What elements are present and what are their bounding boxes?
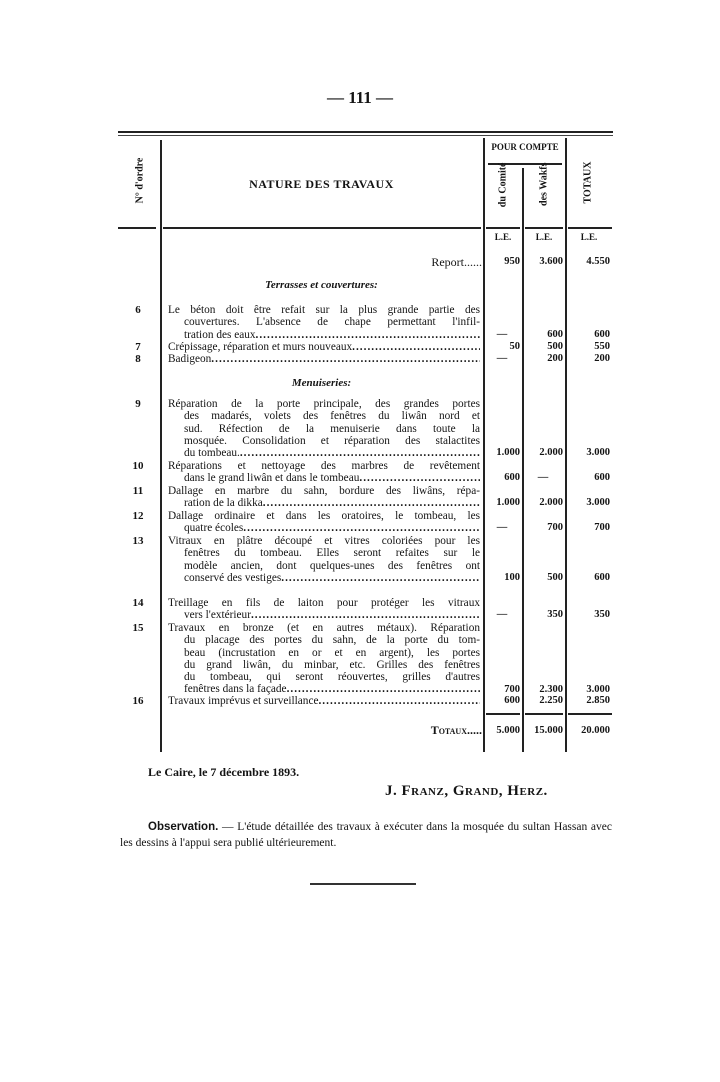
description-line xyxy=(168,647,480,659)
description-line xyxy=(168,535,480,547)
value-comite: 600 xyxy=(504,695,520,706)
header-rule xyxy=(118,227,156,229)
totals-rule xyxy=(525,713,563,715)
totals-rule xyxy=(486,713,520,715)
table-top-rule-thin xyxy=(118,135,613,136)
description-line xyxy=(168,609,480,621)
description-line xyxy=(168,398,480,410)
table-row xyxy=(118,485,613,510)
report-value: 950 xyxy=(504,256,520,267)
work-description xyxy=(168,485,480,510)
table-row xyxy=(118,353,613,365)
table-row xyxy=(118,304,613,341)
table-row xyxy=(118,341,613,353)
description-line xyxy=(168,497,480,509)
description-text: couvertures. L'absence de chape permettant l'infil- xyxy=(184,316,480,329)
signature: J. Franz, Grand, Herz. xyxy=(385,783,548,799)
order-number: 15 xyxy=(132,622,144,634)
work-description xyxy=(168,398,480,459)
value-comite: 1.000 xyxy=(496,447,520,459)
value-wakfs: 700 xyxy=(547,522,563,534)
dot-leader xyxy=(318,695,480,707)
description-text: du placage des portes du sahn, de la porte du tom- xyxy=(184,634,480,647)
table-row xyxy=(118,597,613,622)
description-text: vers l'extérieur xyxy=(184,609,251,622)
place-date: Le Caire, le 7 décembre 1893. xyxy=(148,765,300,779)
dot-leader xyxy=(243,522,480,534)
order-number: 12 xyxy=(132,510,144,522)
description-line xyxy=(168,510,480,522)
totals-rule xyxy=(568,713,612,715)
value-total: 200 xyxy=(594,353,610,364)
order-number: 13 xyxy=(132,535,144,547)
description-text: Badigeon xyxy=(168,353,212,365)
description-line xyxy=(168,316,480,328)
section-title: Menuiseries: xyxy=(291,377,352,389)
value-wakfs: 600 xyxy=(547,328,563,340)
dot-leader xyxy=(240,447,480,459)
table-row xyxy=(118,535,613,584)
order-number: 8 xyxy=(135,353,141,365)
value-total: 550 xyxy=(594,341,610,352)
description-text: Crépissage, réparation et murs nouveaux xyxy=(168,341,353,353)
dot-leader xyxy=(211,353,480,365)
description-line xyxy=(168,522,480,534)
value-comite: 700 xyxy=(504,683,520,695)
total-value: 20.000 xyxy=(581,725,610,736)
description-text: Vitraux en plâtre découpé et vitres coloriées pour les xyxy=(168,535,480,547)
work-description xyxy=(168,341,480,353)
work-description xyxy=(168,510,480,535)
observation-text: — L'étude détaillée des travaux à exécuter dans la mosquée du sultan Hassan avec les dessins à l'appui sera publié ultérieurement. xyxy=(120,821,612,849)
value-comite: 1.000 xyxy=(496,497,520,509)
description-text: ration de la dikka xyxy=(184,497,263,510)
value-comite: 600 xyxy=(504,472,520,484)
work-description xyxy=(168,535,480,584)
order-number: 11 xyxy=(132,485,144,497)
description-line xyxy=(168,353,480,365)
order-number: 14 xyxy=(132,597,144,609)
description-text: quatre écoles xyxy=(184,522,244,535)
observation xyxy=(120,819,612,851)
value-total: 2.850 xyxy=(586,695,610,706)
description-line xyxy=(168,447,480,459)
description-text: sud. Réfection de la menuiserie dans toute la xyxy=(184,422,480,435)
value-comite: — xyxy=(496,609,508,621)
value-total: 600 xyxy=(594,472,610,484)
table-row xyxy=(118,622,613,696)
work-description xyxy=(168,695,480,707)
table-row xyxy=(118,398,613,460)
value-total: 3.000 xyxy=(586,497,610,509)
unit-label: L.E. xyxy=(580,232,598,242)
description-line xyxy=(168,329,480,341)
value-wakfs: 350 xyxy=(547,609,563,621)
description-line xyxy=(168,683,480,695)
value-total: 600 xyxy=(594,328,610,340)
header-comite: du Comité xyxy=(497,162,509,208)
report-value: 3.600 xyxy=(539,256,563,267)
header-order-no: N° d'ordre xyxy=(134,157,146,204)
value-comite: 50 xyxy=(509,341,520,352)
order-number: 10 xyxy=(132,460,144,472)
description-text: fenêtres du tombeau. Elles seront refaites sur le xyxy=(184,547,480,560)
table-row xyxy=(118,695,613,707)
description-line xyxy=(168,410,480,422)
unit-label: L.E. xyxy=(494,232,512,242)
value-wakfs: 2.000 xyxy=(539,497,563,509)
description-text: Le béton doit être refait sur la plus grande partie des xyxy=(168,304,480,316)
description-text: Travaux imprévus et surveillance xyxy=(168,695,319,707)
description-line xyxy=(168,472,480,484)
end-rule xyxy=(310,883,416,885)
description-text: beau (incrustation en or et en argent), les portes xyxy=(184,646,480,659)
value-total: 3.000 xyxy=(586,683,610,695)
description-text: fenêtres dans la façade xyxy=(184,683,287,696)
value-comite: — xyxy=(496,522,508,534)
description-line xyxy=(168,671,480,683)
value-comite: 100 xyxy=(504,571,520,583)
work-description xyxy=(168,353,480,365)
order-number: 7 xyxy=(135,341,141,353)
section-title: Terrasses et couvertures: xyxy=(265,279,378,291)
totals-label: Totaux..... xyxy=(430,723,482,737)
total-value: 15.000 xyxy=(534,725,563,736)
header-wakfs: des Wakfs xyxy=(538,162,550,206)
value-comite: — xyxy=(496,353,508,364)
dot-leader xyxy=(352,341,480,353)
description-text: modèle ancien, dont quelques-unes des fenêtres ont xyxy=(184,559,480,572)
header-rule xyxy=(163,227,481,229)
header-nature: NATURE DES TRAVAUX xyxy=(249,177,394,191)
table-row xyxy=(118,510,613,535)
description-text: Travaux en bronze (et en autres métaux). Réparation xyxy=(168,622,480,634)
value-wakfs: 500 xyxy=(547,571,563,583)
observation-label: Observation. xyxy=(148,821,219,833)
description-line xyxy=(168,560,480,572)
dot-leader xyxy=(287,683,480,695)
value-wakfs: 2.000 xyxy=(539,447,563,459)
work-description xyxy=(168,304,480,341)
dot-leader xyxy=(263,497,480,509)
description-text: du tombeau, qui seront réouvertes, grilles d'autres xyxy=(184,671,480,684)
work-description xyxy=(168,460,480,485)
description-line xyxy=(168,304,480,316)
order-number: 9 xyxy=(135,398,141,410)
description-text: Dallage en marbre du sahn, bordure des liwâns, répa- xyxy=(168,485,480,497)
dot-leader xyxy=(251,609,480,621)
description-text: tration des eaux xyxy=(184,328,256,341)
work-description xyxy=(168,622,480,696)
report-value: 4.550 xyxy=(586,256,610,267)
page-number: — 111 — xyxy=(326,88,394,107)
header-rule xyxy=(568,227,612,229)
description-line xyxy=(168,659,480,671)
description-line xyxy=(168,435,480,447)
header-pour-compte: POUR COMPTE xyxy=(491,142,559,152)
description-line xyxy=(168,460,480,472)
value-total: 700 xyxy=(594,522,610,534)
description-line xyxy=(168,547,480,559)
table-top-rule xyxy=(118,131,613,133)
value-wakfs: 2.300 xyxy=(539,683,563,695)
table-row xyxy=(118,460,613,485)
description-text: Dallage ordinaire et dans les oratoires, le tombeau, les xyxy=(168,510,480,522)
description-line xyxy=(168,485,480,497)
description-text: du tombeau. xyxy=(184,447,240,460)
description-text: conservé des vestiges xyxy=(184,571,282,584)
header-totaux: TOTAUX xyxy=(582,161,594,204)
description-line xyxy=(168,572,480,584)
description-text: dans le grand liwân et dans le tombeau xyxy=(184,472,360,485)
description-text: mosquée. Consolidation et réparation des stalactites xyxy=(184,434,480,447)
work-description xyxy=(168,597,480,622)
value-wakfs: 500 xyxy=(547,341,563,352)
description-text: des madarés, volets des fenêtres du liwân nord et xyxy=(184,410,480,423)
description-text: du grand liwân, du minbar, etc. Grilles des fenêtres xyxy=(184,658,480,671)
order-number: 16 xyxy=(132,695,144,707)
value-wakfs: — xyxy=(537,472,549,484)
description-text: Treillage en fils de laiton pour protéger les vitraux xyxy=(168,597,480,609)
dot-leader xyxy=(281,572,480,584)
dot-leader xyxy=(256,329,480,341)
description-line xyxy=(168,597,480,609)
description-line xyxy=(168,634,480,646)
report-label: Report...... xyxy=(431,255,482,269)
value-total: 350 xyxy=(594,609,610,621)
description-line xyxy=(168,423,480,435)
total-value: 5.000 xyxy=(496,725,520,736)
description-line xyxy=(168,695,480,707)
value-comite: — xyxy=(496,328,508,340)
description-line xyxy=(168,622,480,634)
value-wakfs: 200 xyxy=(547,353,563,364)
value-total: 600 xyxy=(594,571,610,583)
value-total: 3.000 xyxy=(586,447,610,459)
unit-label: L.E. xyxy=(535,232,553,242)
value-wakfs: 2.250 xyxy=(539,695,563,706)
description-text: Réparation de la porte principale, des grandes portes xyxy=(168,398,480,410)
dot-leader xyxy=(359,472,480,484)
description-line xyxy=(168,341,480,353)
description-text: Réparations et nettoyage des marbres de revêtement xyxy=(168,460,480,472)
order-number: 6 xyxy=(135,304,141,316)
